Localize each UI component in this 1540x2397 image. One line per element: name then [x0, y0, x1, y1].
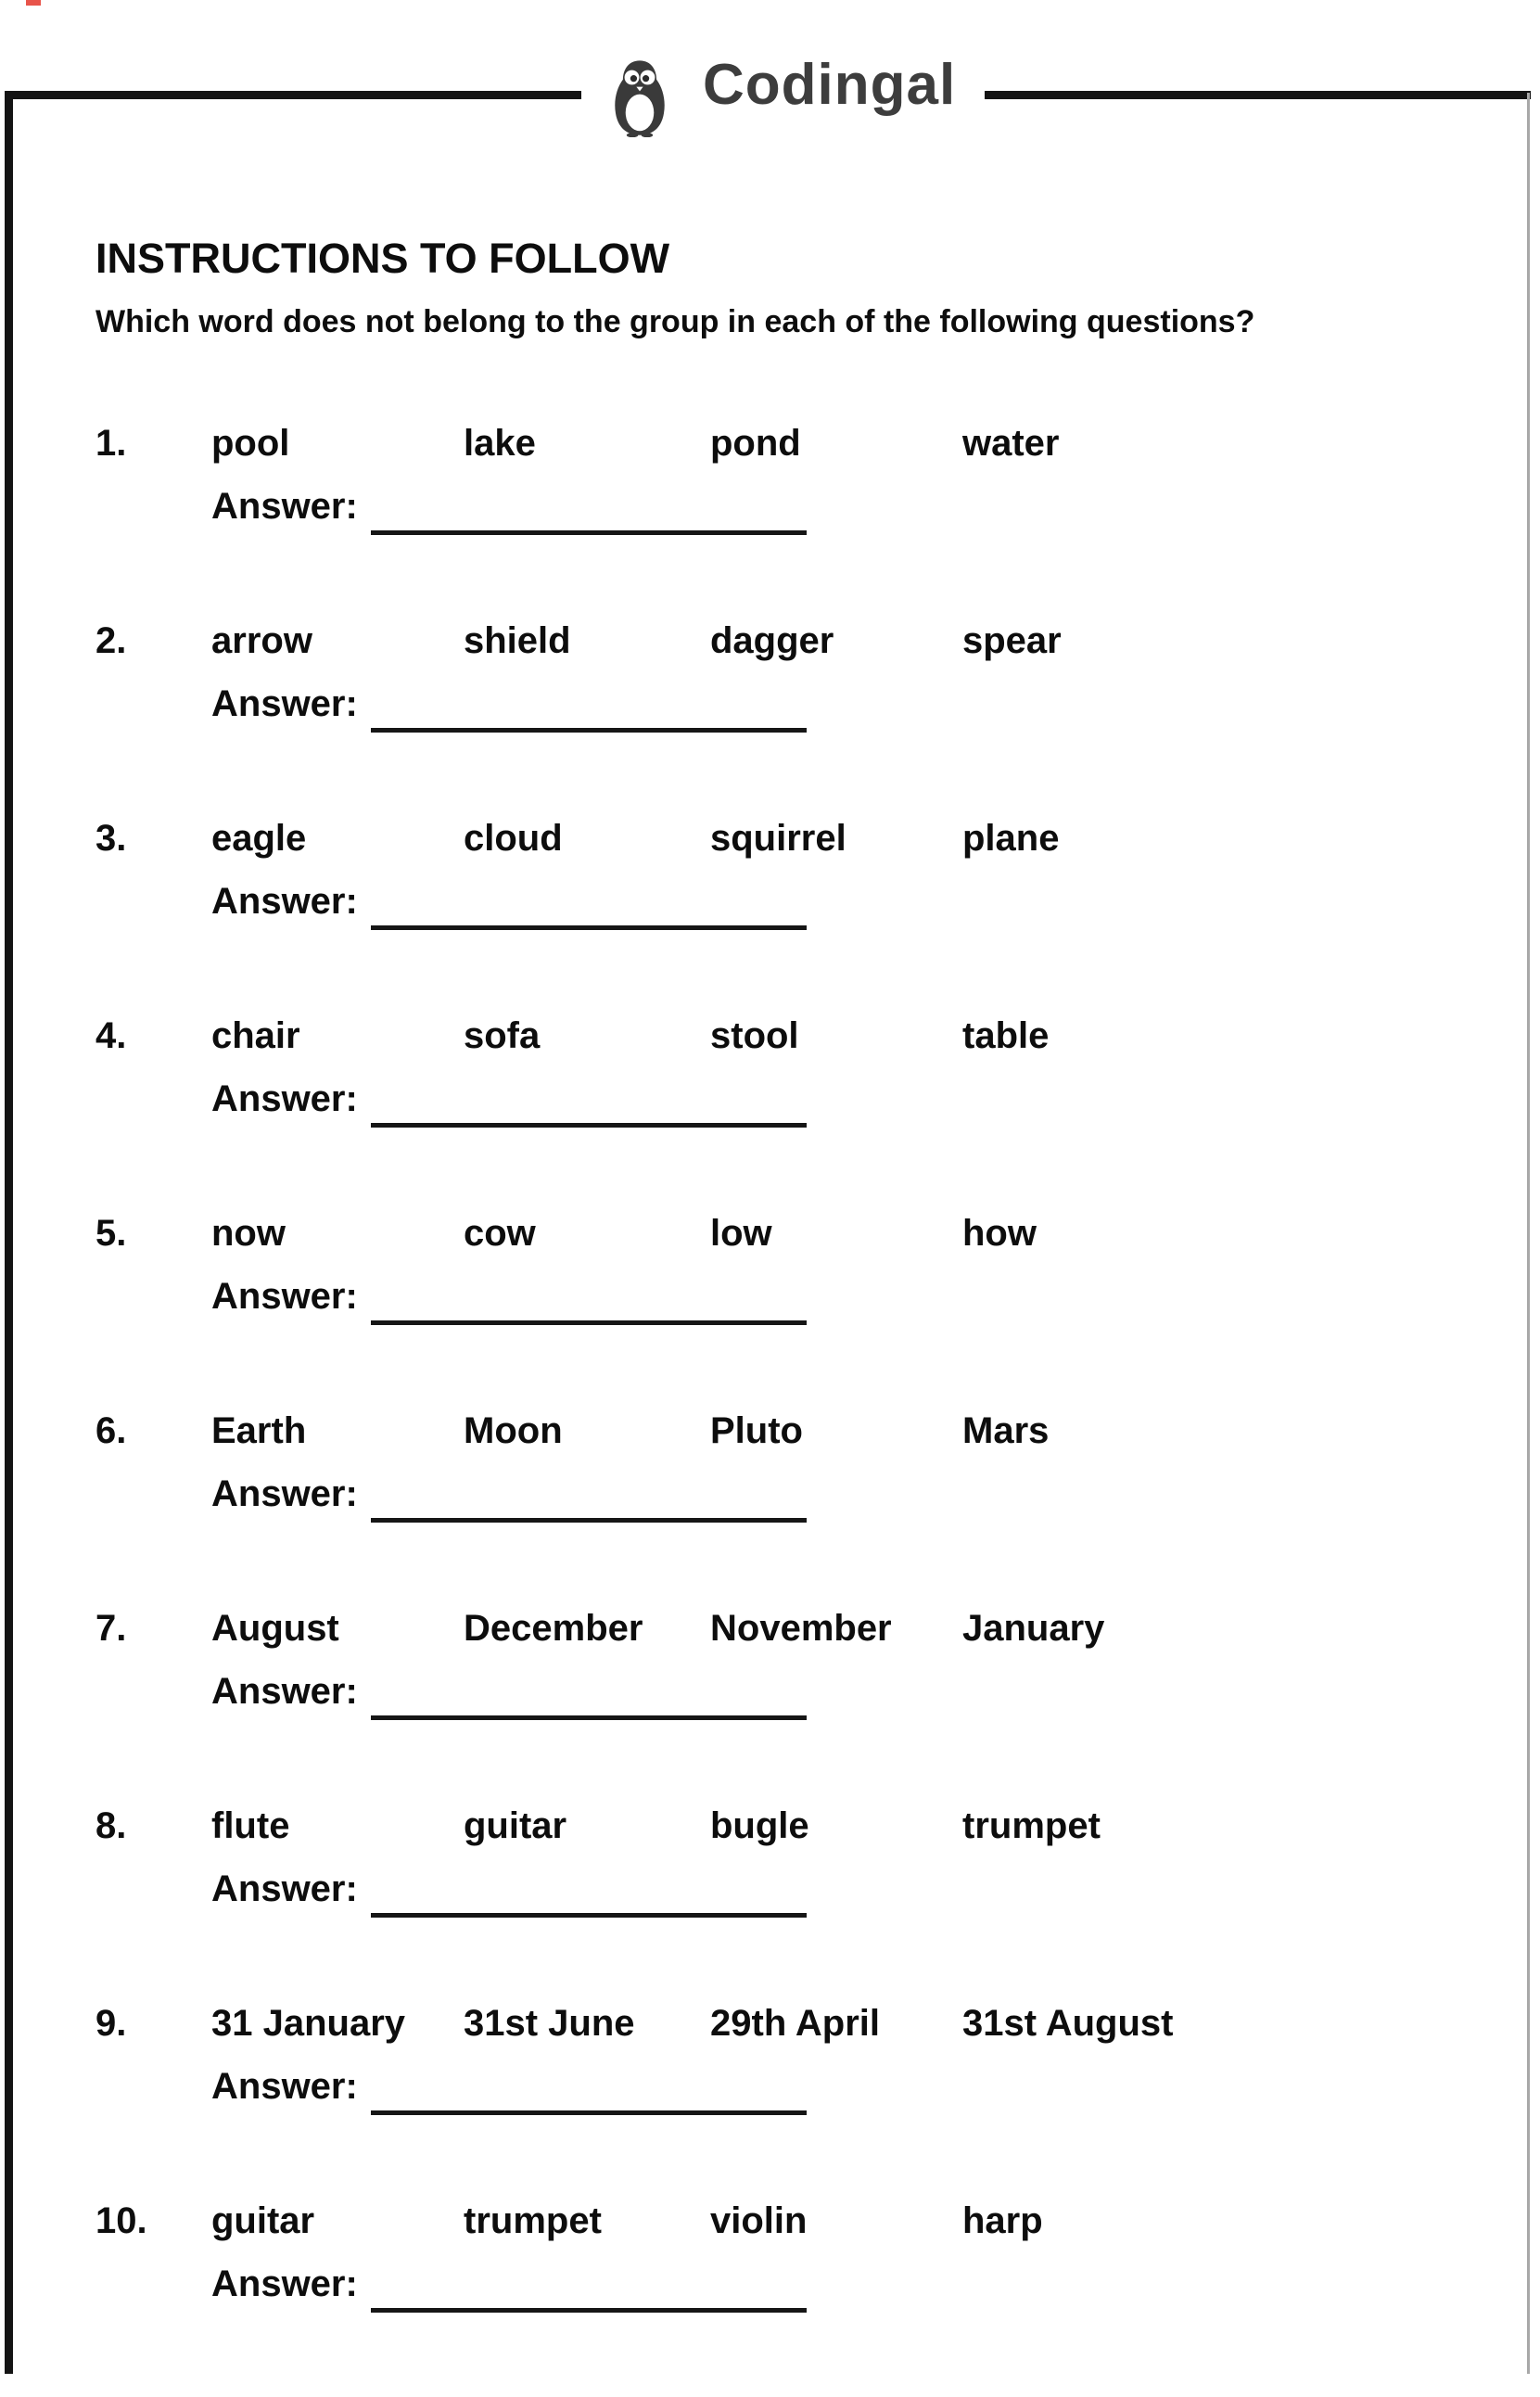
answer-label: Answer: [211, 1671, 358, 1712]
question-word: violin [710, 2200, 808, 2241]
answer-row [211, 1077, 1394, 1120]
question-words-row [95, 1607, 1394, 1650]
question-word: chair [211, 1015, 300, 1056]
question-word: trumpet [464, 2200, 602, 2241]
worksheet [95, 236, 1394, 2397]
question-number: 7. [95, 1608, 127, 1649]
question-number: 2. [95, 620, 127, 661]
question-word: guitar [211, 2200, 315, 2241]
instructions-title: INSTRUCTIONS TO FOLLOW [95, 235, 670, 282]
brand-wordmark: Codingal [703, 53, 957, 117]
question-word: January [962, 1608, 1105, 1649]
question-word: now [211, 1213, 286, 1254]
question-words-row [95, 1804, 1394, 1847]
answer-blank [371, 1913, 807, 1918]
question-word: Pluto [710, 1410, 803, 1451]
question-word: plane [962, 818, 1060, 859]
answer-blank [371, 2110, 807, 2115]
answer-row [211, 682, 1394, 725]
answer-label: Answer: [211, 1868, 358, 1909]
question-word: cow [464, 1213, 536, 1254]
question-number: 4. [95, 1015, 127, 1056]
answer-label: Answer: [211, 1078, 358, 1119]
question-word: Moon [464, 1410, 563, 1451]
question-word: 29th April [710, 2003, 880, 2044]
question-words-row [95, 1014, 1394, 1057]
question-word: low [710, 1213, 772, 1254]
question-word: bugle [710, 1805, 809, 1846]
question-word: arrow [211, 620, 312, 661]
question-word: pond [710, 423, 801, 464]
answer-blank [371, 2308, 807, 2313]
header-rule-right [985, 91, 1531, 99]
page-border-left [5, 91, 13, 2374]
question-word: table [962, 1015, 1050, 1056]
scan-artifact-mark [26, 0, 41, 6]
question-word: spear [962, 620, 1062, 661]
question-block [95, 619, 1394, 817]
answer-row [211, 880, 1394, 923]
question-block [95, 1212, 1394, 1409]
answer-row [211, 1670, 1394, 1713]
answer-row [211, 2263, 1394, 2305]
question-word: 31 January [211, 2003, 406, 2044]
question-word: how [962, 1213, 1037, 1254]
answer-blank [371, 1715, 807, 1720]
question-words-row [95, 422, 1394, 465]
question-word: pool [211, 423, 290, 464]
page-border-right [1527, 93, 1530, 2374]
question-words-row [95, 1212, 1394, 1255]
question-words-row [95, 619, 1394, 662]
question-word: November [710, 1608, 892, 1649]
question-word: Earth [211, 1410, 307, 1451]
question-block [95, 1804, 1394, 2002]
question-number: 3. [95, 818, 127, 859]
question-number: 9. [95, 2003, 127, 2044]
answer-row [211, 1275, 1394, 1318]
answer-blank [371, 1518, 807, 1523]
question-word: squirrel [710, 818, 846, 859]
answer-label: Answer: [211, 881, 358, 922]
answer-label: Answer: [211, 1276, 358, 1317]
answer-blank [371, 925, 807, 930]
question-number: 10. [95, 2200, 147, 2241]
question-word: harp [962, 2200, 1043, 2241]
question-word: dagger [710, 620, 834, 661]
answer-row [211, 2065, 1394, 2108]
question-words-row [95, 817, 1394, 860]
question-block [95, 2002, 1394, 2199]
instructions-prompt: Which word does not belong to the group in each of the following questions? [95, 304, 1255, 339]
question-word: sofa [464, 1015, 541, 1056]
answer-blank [371, 1320, 807, 1325]
question-word: 31st August [962, 2003, 1174, 2044]
answer-label: Answer: [211, 486, 358, 527]
question-block [95, 1014, 1394, 1212]
question-block [95, 817, 1394, 1014]
question-word: water [962, 423, 1060, 464]
question-word: shield [464, 620, 571, 661]
question-words-row [95, 1409, 1394, 1452]
question-words-row [95, 2199, 1394, 2242]
answer-label: Answer: [211, 683, 358, 724]
question-word: lake [464, 423, 536, 464]
answer-label: Answer: [211, 1473, 358, 1514]
question-number: 8. [95, 1805, 127, 1846]
question-word: August [211, 1608, 339, 1649]
question-words-row [95, 2002, 1394, 2045]
question-word: cloud [464, 818, 563, 859]
question-word: trumpet [962, 1805, 1101, 1846]
answer-row [211, 485, 1394, 528]
question-block [95, 422, 1394, 619]
question-block [95, 1409, 1394, 1607]
answer-row [211, 1473, 1394, 1515]
question-number: 5. [95, 1213, 127, 1254]
question-word: eagle [211, 818, 307, 859]
question-word: flute [211, 1805, 290, 1846]
header-rule-left [5, 91, 581, 99]
question-block [95, 1607, 1394, 1804]
answer-row [211, 1868, 1394, 1910]
question-number: 6. [95, 1410, 127, 1451]
question-block [95, 2199, 1394, 2397]
answer-blank [371, 1123, 807, 1128]
answer-label: Answer: [211, 2263, 358, 2304]
answer-blank [371, 728, 807, 733]
question-word: 31st June [464, 2003, 635, 2044]
question-word: December [464, 1608, 643, 1649]
question-word: guitar [464, 1805, 567, 1846]
answer-label: Answer: [211, 2066, 358, 2107]
question-list [95, 422, 1394, 2397]
penguin-icon [608, 57, 671, 137]
question-word: Mars [962, 1410, 1050, 1451]
question-word: stool [710, 1015, 799, 1056]
question-number: 1. [95, 423, 127, 464]
answer-blank [371, 530, 807, 535]
